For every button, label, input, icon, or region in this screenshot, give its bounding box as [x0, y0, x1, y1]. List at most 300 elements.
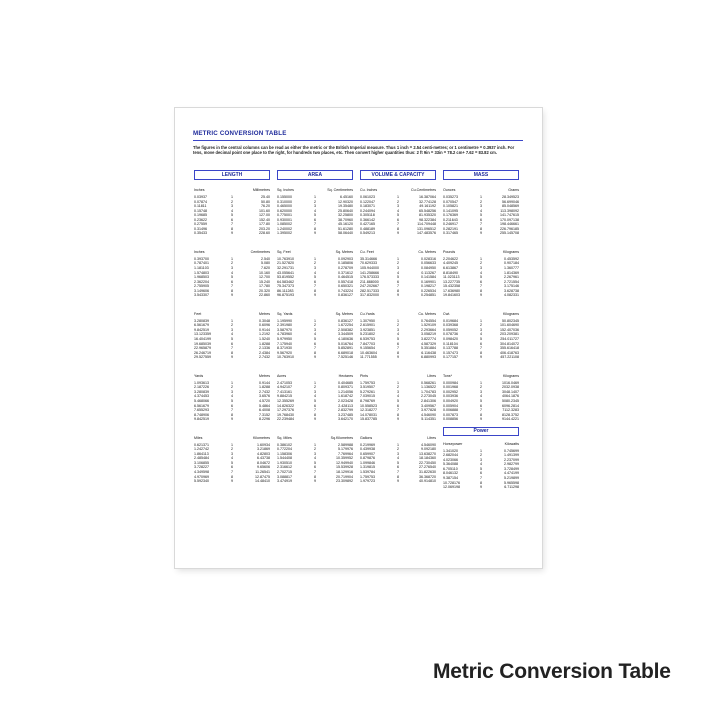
left-value: 3.519507	[360, 385, 375, 390]
multiplier: 6	[314, 279, 316, 284]
multiplier: 9	[231, 355, 233, 360]
unit-label-left: Sq. Yards	[277, 311, 293, 316]
left-value: 0.105821	[443, 204, 458, 209]
left-value: 1.181103	[194, 266, 209, 271]
left-value: 6.561679	[194, 323, 209, 328]
left-value: 1.539784	[360, 469, 375, 474]
unit-label-left: Horsepower	[443, 441, 463, 446]
unit-label-left: Sq. Inches	[277, 188, 294, 192]
right-value: 4.474199	[504, 471, 519, 476]
multiplier: 9	[480, 231, 482, 236]
table-row	[277, 355, 353, 360]
right-value: 5.179976	[338, 447, 353, 452]
multiplier: 6	[480, 217, 482, 222]
right-value: 1.8288	[259, 341, 270, 346]
table-row	[277, 231, 353, 236]
right-value: 0.6096	[259, 323, 270, 328]
right-value: 4.5720	[259, 398, 270, 403]
multiplier: 3	[397, 389, 399, 394]
left-value: 0.183071	[360, 204, 375, 209]
left-value: 43.055641	[277, 270, 294, 275]
table-row	[194, 293, 270, 298]
left-value: 0.879876	[360, 456, 375, 461]
multiplier: 4	[480, 394, 482, 399]
multiplier: 3	[397, 451, 399, 456]
left-value: 6.561679	[194, 403, 209, 408]
multiplier: 1	[314, 380, 316, 385]
left-value: 86.111283	[277, 288, 294, 293]
left-value: 35.314666	[360, 256, 377, 261]
multiplier: 9	[314, 355, 316, 360]
right-value: 3.21869	[257, 447, 270, 452]
multiplier: 9	[397, 479, 399, 484]
left-value: 0.002952	[443, 389, 458, 394]
conversion-block	[360, 310, 436, 360]
left-value: 29.527559	[194, 355, 211, 360]
right-value: 1.672254	[338, 323, 353, 328]
header-volume-capacity: VOLUME & CAPACITY	[360, 170, 436, 180]
left-value: 1.574803	[194, 270, 209, 275]
left-value: 5.231802	[360, 332, 375, 337]
right-value: 0.743224	[338, 288, 353, 293]
unit-label-left: Pounds	[443, 249, 456, 254]
multiplier: 8	[480, 412, 482, 417]
left-value: 32.291731	[277, 266, 294, 271]
right-value: 40.914810	[419, 479, 436, 484]
right-value: 3.344509	[338, 332, 353, 337]
right-value: 3.058219	[421, 332, 436, 337]
right-value: 25.80640	[338, 208, 353, 213]
right-value: 228.60	[259, 231, 270, 236]
multiplier: 5	[231, 275, 233, 280]
right-value: 0.141584	[421, 275, 436, 280]
multiplier: 2	[397, 447, 399, 452]
left-value: 5.279261	[360, 389, 375, 394]
table-row	[443, 417, 519, 422]
left-value: 12.069198	[443, 485, 460, 490]
table-row	[360, 231, 436, 236]
document-title: METRIC CONVERSION TABLE	[193, 130, 287, 137]
block-unit-labels	[277, 372, 353, 380]
unit-label-right: Metres	[259, 373, 270, 378]
conversion-block	[194, 434, 270, 484]
table-column	[443, 186, 519, 502]
right-value: 254.011727	[500, 337, 519, 342]
right-value: 10.359952	[336, 456, 353, 461]
right-value: 2.4384	[259, 350, 270, 355]
multiplier: 8	[231, 350, 233, 355]
right-value: 2.1336	[259, 346, 270, 351]
conversion-block	[277, 372, 353, 422]
left-value: 22.239484	[277, 417, 294, 422]
left-value: 1.979723	[360, 479, 375, 484]
right-value: 2.982799	[504, 462, 519, 467]
right-value: 0.9144	[259, 327, 270, 332]
table-row	[194, 231, 270, 236]
multiplier: 9	[397, 293, 399, 298]
left-value: 0.23622	[194, 217, 207, 222]
unit-label-right: Metres	[259, 311, 270, 316]
multiplier: 3	[397, 266, 399, 271]
left-value: 0.155000	[277, 195, 292, 199]
left-value: 0.775001	[277, 213, 292, 218]
multiplier: 7	[397, 346, 399, 351]
left-value: 14.078031	[360, 412, 377, 417]
unit-label-left: Cu.Yards	[360, 311, 375, 316]
multiplier: 8	[397, 474, 399, 479]
multiplier: 7	[397, 284, 399, 289]
left-value: 0.310000	[277, 199, 292, 204]
left-value: 1.158306	[277, 451, 292, 456]
left-value: 2.615901	[360, 323, 375, 328]
right-value: 0.568261	[421, 380, 436, 385]
multiplier: 1	[314, 195, 316, 199]
unit-label-right: Kilograms	[503, 311, 519, 316]
multiplier: 9	[231, 479, 233, 484]
multiplier: 3	[314, 389, 316, 394]
left-value: 3.088817	[277, 474, 292, 479]
multiplier: 1	[231, 195, 233, 199]
block-unit-labels	[194, 248, 270, 256]
left-value: 0.019684	[443, 318, 458, 323]
multiplier: 9	[231, 417, 233, 422]
left-value: 1.240002	[277, 226, 292, 231]
unit-label-left: Pints	[360, 373, 368, 378]
multiplier: 3	[314, 451, 316, 456]
multiplier: 8	[314, 288, 316, 293]
right-value: 2.589988	[338, 442, 353, 447]
right-value: 0.169901	[421, 279, 436, 284]
multiplier: 1	[314, 318, 316, 323]
right-value: 0.907184	[504, 261, 519, 266]
multiplier: 9	[314, 479, 316, 484]
multiplier: 8	[480, 480, 482, 485]
multiplier: 7	[231, 222, 233, 227]
conversion-block	[360, 434, 436, 484]
block-unit-labels	[194, 186, 270, 194]
conversion-block	[360, 372, 436, 422]
right-value: 0.028316	[421, 256, 436, 261]
multiplier: 6	[480, 471, 482, 476]
unit-label-left: Cwt.	[443, 311, 451, 316]
left-value: 0.282191	[443, 226, 458, 231]
right-value: 6.4008	[259, 408, 270, 413]
conversion-block	[277, 434, 353, 484]
multiplier: 6	[314, 403, 316, 408]
block-unit-labels	[360, 434, 436, 442]
unit-label-left: Feet	[194, 311, 202, 316]
left-value: 0.098420	[443, 337, 458, 342]
right-value: 3.628738	[504, 288, 519, 293]
multiplier: 5	[314, 337, 316, 342]
right-value: 15.240	[259, 279, 270, 284]
right-value: 6.689018	[338, 350, 353, 355]
left-value: 0.11811	[194, 204, 207, 209]
left-value: 11.023113	[443, 275, 460, 280]
multiplier: 3	[480, 266, 482, 271]
right-value: 2.7432	[259, 389, 270, 394]
multiplier: 7	[314, 346, 316, 351]
right-value: 0.453592	[504, 256, 519, 261]
multiplier: 5	[231, 460, 233, 465]
left-value: 0.003936	[443, 394, 458, 399]
multiplier: 3	[314, 266, 316, 271]
left-value: 5.364088	[443, 462, 458, 467]
multiplier: 2	[231, 447, 233, 452]
multiplier: 6	[314, 465, 316, 470]
multiplier: 1	[480, 448, 482, 453]
left-value: 247.202667	[360, 284, 379, 289]
multiplier: 9	[314, 231, 316, 236]
multiplier: 5	[397, 337, 399, 342]
right-value: 6.116438	[421, 350, 436, 355]
block-unit-labels	[277, 186, 353, 194]
right-value: 0.836127	[338, 293, 353, 298]
multiplier: 4	[397, 456, 399, 461]
multiplier: 7	[480, 475, 482, 480]
multiplier: 8	[314, 350, 316, 355]
left-value: 0.31496	[194, 226, 207, 231]
left-value: 3.587970	[277, 327, 292, 332]
left-value: 1.195990	[277, 318, 292, 323]
right-value: 131.096512	[417, 226, 436, 231]
right-value: 0.404685	[338, 380, 353, 385]
intro-paragraph: The figures in the central columns can be read as either the metric or the British Imperial measure. Thus 1 inch = 2.54 centi-metres; or 1 centimetre = 0.3937 inch. For tens, move decimal point one place to the right, for hundreds two places, etc. Then convert higher quantities thus: 2 ft 9in = 33in = 78.2 cm+ 7.62 = 83.82 cm.	[193, 145, 515, 156]
multiplier: 8	[397, 288, 399, 293]
left-value: 105.944000	[360, 266, 379, 271]
right-value: 198.446661	[500, 222, 519, 227]
right-value: 152.40	[259, 217, 270, 222]
table-columns	[194, 186, 525, 502]
right-value: 101.60	[259, 208, 270, 213]
block-unit-labels	[360, 372, 436, 380]
right-value: 22.860	[259, 293, 270, 298]
multiplier: 5	[314, 275, 316, 280]
multiplier: 6	[231, 341, 233, 346]
block-unit-labels	[443, 440, 519, 448]
unit-label-left: Gallons	[360, 435, 373, 440]
right-value: 50.80	[261, 199, 270, 204]
multiplier: 6	[231, 403, 233, 408]
right-value: 65.548256	[419, 208, 436, 213]
right-value: 50.802345	[502, 318, 519, 323]
multiplier: 5	[397, 213, 399, 218]
left-value: 0.246917	[443, 222, 458, 227]
right-value: 3.175146	[504, 284, 519, 289]
right-value: 0.9144	[259, 380, 270, 385]
right-value: 98.322384	[419, 217, 436, 222]
multiplier: 6	[231, 279, 233, 284]
multiplier: 8	[231, 226, 233, 231]
left-value: 15.837785	[360, 417, 377, 422]
block-unit-labels	[194, 372, 270, 380]
title-rule	[193, 140, 523, 141]
right-value: 2.540	[261, 256, 270, 261]
multiplier: 8	[314, 226, 316, 231]
table-row	[360, 479, 436, 484]
caption: Metric Conversion Table	[433, 660, 671, 683]
left-value: 3.728227	[194, 465, 209, 470]
left-value: 0.078736	[443, 332, 458, 337]
left-value: 10.558523	[360, 403, 377, 408]
conversion-block	[360, 186, 436, 236]
left-value: 5.592340	[194, 479, 209, 484]
multiplier: 9	[314, 417, 316, 422]
right-value: 2.832799	[338, 408, 353, 413]
left-value: 1.968503	[194, 275, 209, 280]
left-value: 13.227735	[443, 279, 460, 284]
right-value: 6.880993	[421, 355, 436, 360]
multiplier: 8	[480, 350, 482, 355]
left-value: 4.970969	[194, 474, 209, 479]
left-value: 4.783960	[277, 332, 292, 337]
right-value: 5.219899	[504, 475, 519, 480]
conversion-block	[194, 186, 270, 236]
multiplier: 1	[397, 442, 399, 447]
right-value: 25.40	[261, 195, 270, 199]
multiplier: 5	[314, 213, 316, 218]
left-value: 3.543307	[194, 293, 209, 298]
block-unit-labels	[277, 248, 353, 256]
conversion-block	[277, 310, 353, 360]
right-value: 2.023428	[338, 398, 353, 403]
right-value: 5.852891	[338, 346, 353, 351]
table-column	[360, 186, 436, 502]
left-value: 1.395002	[277, 231, 292, 236]
left-value: 0.035273	[443, 195, 458, 199]
multiplier: 3	[231, 204, 233, 209]
left-value: 3.106855	[194, 460, 209, 465]
right-value: 10.160	[259, 270, 270, 275]
multiplier: 2	[314, 385, 316, 390]
multiplier: 7	[397, 469, 399, 474]
right-value: 11.26541	[255, 469, 270, 474]
header-area: AREA	[277, 170, 353, 180]
right-value: 12.90320	[338, 199, 353, 204]
multiplier: 9	[480, 485, 482, 490]
left-value: 0.35433	[194, 231, 207, 236]
multiplier: 2	[397, 261, 399, 266]
left-value: 2.682044	[443, 453, 458, 458]
left-value: 1.099846	[360, 460, 375, 465]
multiplier: 3	[231, 266, 233, 271]
right-value: 12.949940	[336, 460, 353, 465]
left-value: 0.488189	[360, 226, 375, 231]
left-value: 75.347373	[277, 284, 294, 289]
left-value: 0.141095	[443, 208, 458, 213]
left-value: 64.583462	[277, 279, 294, 284]
conversion-block	[194, 372, 270, 422]
multiplier: 3	[397, 204, 399, 209]
multiplier: 2	[480, 261, 482, 266]
right-value: 2.237099	[504, 457, 519, 462]
multiplier: 1	[397, 195, 399, 199]
multiplier: 9	[480, 417, 482, 422]
right-value: 49.161192	[419, 204, 436, 209]
left-value: 15.432358	[443, 284, 460, 289]
multiplier: 2	[480, 323, 482, 328]
right-value: 1.214056	[338, 389, 353, 394]
multiplier: 8	[314, 412, 316, 417]
multiplier: 4	[397, 208, 399, 213]
right-value: 23.309892	[336, 479, 353, 484]
right-value: 6.45160	[340, 195, 353, 199]
multiplier: 4	[231, 456, 233, 461]
multiplier: 4	[480, 462, 482, 467]
multiplier: 7	[480, 346, 482, 351]
left-value: 1.093613	[194, 380, 209, 385]
left-value: 0.061023	[360, 195, 375, 199]
multiplier: 8	[231, 288, 233, 293]
header-mass: MASS	[443, 170, 519, 180]
left-value: 0.15748	[194, 208, 207, 213]
unit-label-right: Kilowatts	[504, 441, 519, 446]
right-value: 1.814369	[504, 270, 519, 275]
conversion-block	[277, 248, 353, 298]
left-value: 0.549213	[360, 231, 375, 236]
right-value: 141.747615	[500, 213, 519, 218]
table-row	[443, 231, 519, 236]
left-value: 19.768430	[277, 412, 294, 417]
right-value: 170.097138	[500, 217, 519, 222]
multiplier: 3	[480, 389, 482, 394]
left-value: 2.187226	[194, 385, 209, 390]
multiplier: 9	[397, 417, 399, 422]
right-value: 0.278709	[338, 266, 353, 271]
unit-label-left: Yards	[194, 373, 204, 378]
right-value: 76.20	[261, 204, 270, 209]
left-value: 21.527820	[277, 261, 294, 266]
unit-label-left: Inches	[194, 188, 205, 192]
left-value: 12.355269	[277, 398, 294, 403]
right-value: 8.04672	[257, 460, 270, 465]
multiplier: 1	[480, 256, 482, 261]
left-value: 9.155654	[360, 346, 375, 351]
right-value: 5.4864	[259, 403, 270, 408]
left-value: 0.219969	[360, 442, 375, 447]
multiplier: 6	[314, 341, 316, 346]
right-value: 3.822774	[421, 337, 436, 342]
multiplier: 4	[231, 270, 233, 275]
conversion-block	[443, 372, 519, 422]
left-value: 0.465000	[277, 204, 292, 209]
multiplier: 6	[231, 217, 233, 222]
multiplier: 5	[231, 213, 233, 218]
left-value: 3.280839	[194, 389, 209, 394]
multiplier: 5	[480, 466, 482, 471]
right-value: 0.836127	[338, 318, 353, 323]
left-value: 4.374453	[194, 394, 209, 399]
left-value: 0.211643	[443, 217, 458, 222]
multiplier: 7	[231, 408, 233, 413]
multiplier: 8	[397, 226, 399, 231]
right-value: 1.136522	[421, 385, 436, 390]
right-value: 1.618742	[338, 394, 353, 399]
block-unit-labels	[194, 434, 270, 442]
right-value: 32.774128	[419, 199, 436, 204]
left-value: 7.655293	[194, 408, 209, 413]
multiplier: 2	[397, 385, 399, 390]
multiplier: 5	[480, 337, 482, 342]
multiplier: 5	[480, 398, 482, 403]
multiplier: 6	[480, 403, 482, 408]
unit-label-right: Sq.Kilometres	[330, 435, 353, 440]
right-value: 1.360777	[504, 266, 519, 271]
right-value: 7.3152	[259, 412, 270, 417]
table-row	[277, 417, 353, 422]
right-value: 127.00	[259, 213, 270, 218]
right-value: 38.70960	[338, 217, 353, 222]
